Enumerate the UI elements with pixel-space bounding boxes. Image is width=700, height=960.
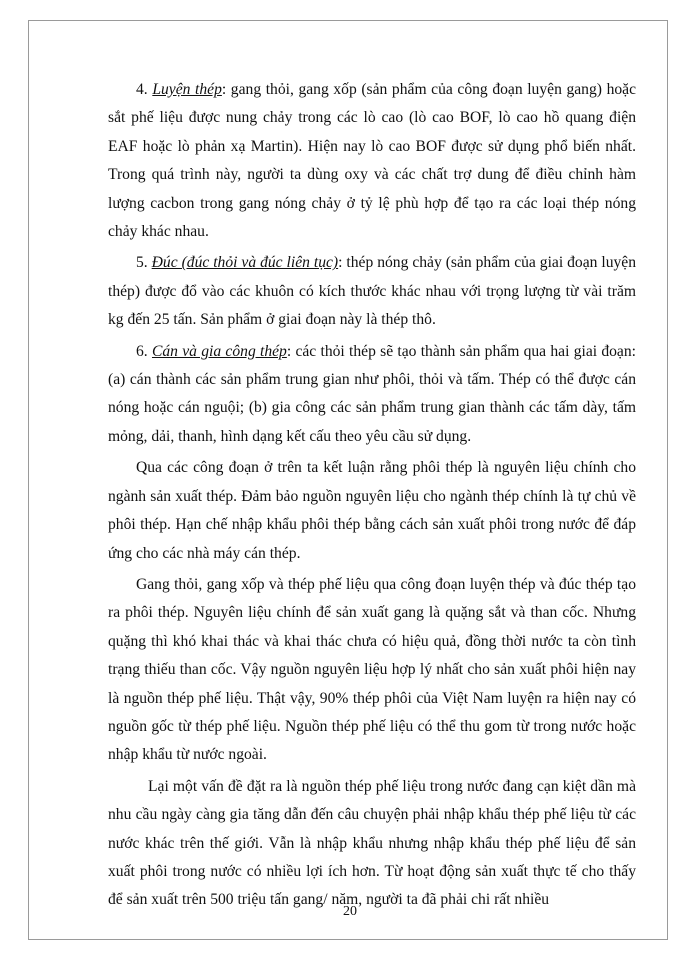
- step-number: 4.: [136, 81, 148, 98]
- document-body: [108, 76, 636, 918]
- paragraph-step-6: [108, 338, 636, 452]
- paragraph-conclusion: Qua các công đoạn ở trên ta kết luận rằng phôi thép là nguyên liệu chính cho ngành sản xuất thép. Đảm bảo nguồn nguyên liệu cho ngành thép chính là tự chủ về phôi thép. Hạn chế nhập khẩu phôi thép bằng cách sản xuất phôi trong nước để đáp ứng cho các nhà máy cán thép.: [108, 459, 636, 562]
- paragraph-step-5: [108, 249, 636, 334]
- paragraph-step-4: [108, 76, 636, 246]
- step-description: : thép nóng chảy (sản phẩm của giai đoạn luyện thép) được đổ vào các khuôn có kích thước khác nhau với trọng lượng từ vài trăm kg đến 25 tấn. Sản phẩm ở giai đoạn này là thép thô.: [108, 254, 637, 329]
- paragraph-raw-materials: Gang thỏi, gang xốp và thép phế liệu qua công đoạn luyện thép và đúc thép tạo ra phôi thép. Nguyên liệu chính để sản xuất gang là quặng sắt và than cốc. Nhưng quặng thì khó khai thác và khai thác chưa có hiệu quả, đồng thời nước ta còn tình trạng thiếu than cốc. Vậy nguồn nguyên liệu hợp lý nhất cho sản xuất phôi hiện nay là nguồn thép phế liệu. Thật vậy, 90% thép phôi của Việt Nam luyện ra hiện nay có nguồn gốc từ thép phế liệu. Nguồn thép phế liệu có thể thu gom từ trong nước hoặc nhập khẩu từ nước ngoài.: [108, 575, 636, 764]
- step-term: Đúc (đúc thỏi và đúc liên tục): [151, 254, 339, 272]
- step-term: Luyện thép: [152, 81, 222, 98]
- step-term: Cán và gia công thép: [151, 342, 287, 360]
- page-number: 20: [343, 904, 357, 919]
- step-description: : gang thỏi, gang xốp (sản phẩm của công đoạn luyện gang) hoặc sắt phế liệu được nung chảy trong các lò cao (lò cao BOF, lò cao hồ quang điện EAF hoặc lò phản xạ Martin). Hiện nay lò cao BOF được sử dụng phổ biến nhất. Trong quá trình này, người ta dùng oxy và các chất trợ dung để điều chỉnh hàm lượng cacbon trong gang nóng chảy ở tỷ lệ phù hợp để tạo ra các loại thép nóng chảy khác nhau.: [108, 81, 637, 241]
- step-number: 5.: [136, 254, 148, 272]
- step-description: : các thỏi thép sẽ tạo thành sản phẩm qua hai giai đoạn: (a) cán thành các sản phẩm trung gian như phôi, thỏi và tấm. Thép có thể được cán nóng hoặc cán nguội; (b) gia công các sản phẩm trung gian thành các tấm dày, tấm mỏng, dải, thanh, hình dạng kết cấu theo yêu cầu sử dụng.: [108, 342, 636, 445]
- step-number: 6.: [136, 342, 148, 360]
- paragraph-scrap-import: Lại một vấn đề đặt ra là nguồn thép phế liệu trong nước đang cạn kiệt dần mà nhu cầu ngày càng gia tăng dẫn đến câu chuyện phải nhập khẩu thép phế liệu từ các nước khác trên thế giới. Vẫn là nhập khẩu nhưng nhập khẩu thép phế liệu để sản xuất phôi trong nước có nhiều lợi ích hơn. Từ hoạt động sản xuất thực tế cho thấy để sản xuất trên 500 triệu tấn gang/ năm, người ta đã phải chi rất nhiều: [108, 777, 636, 909]
